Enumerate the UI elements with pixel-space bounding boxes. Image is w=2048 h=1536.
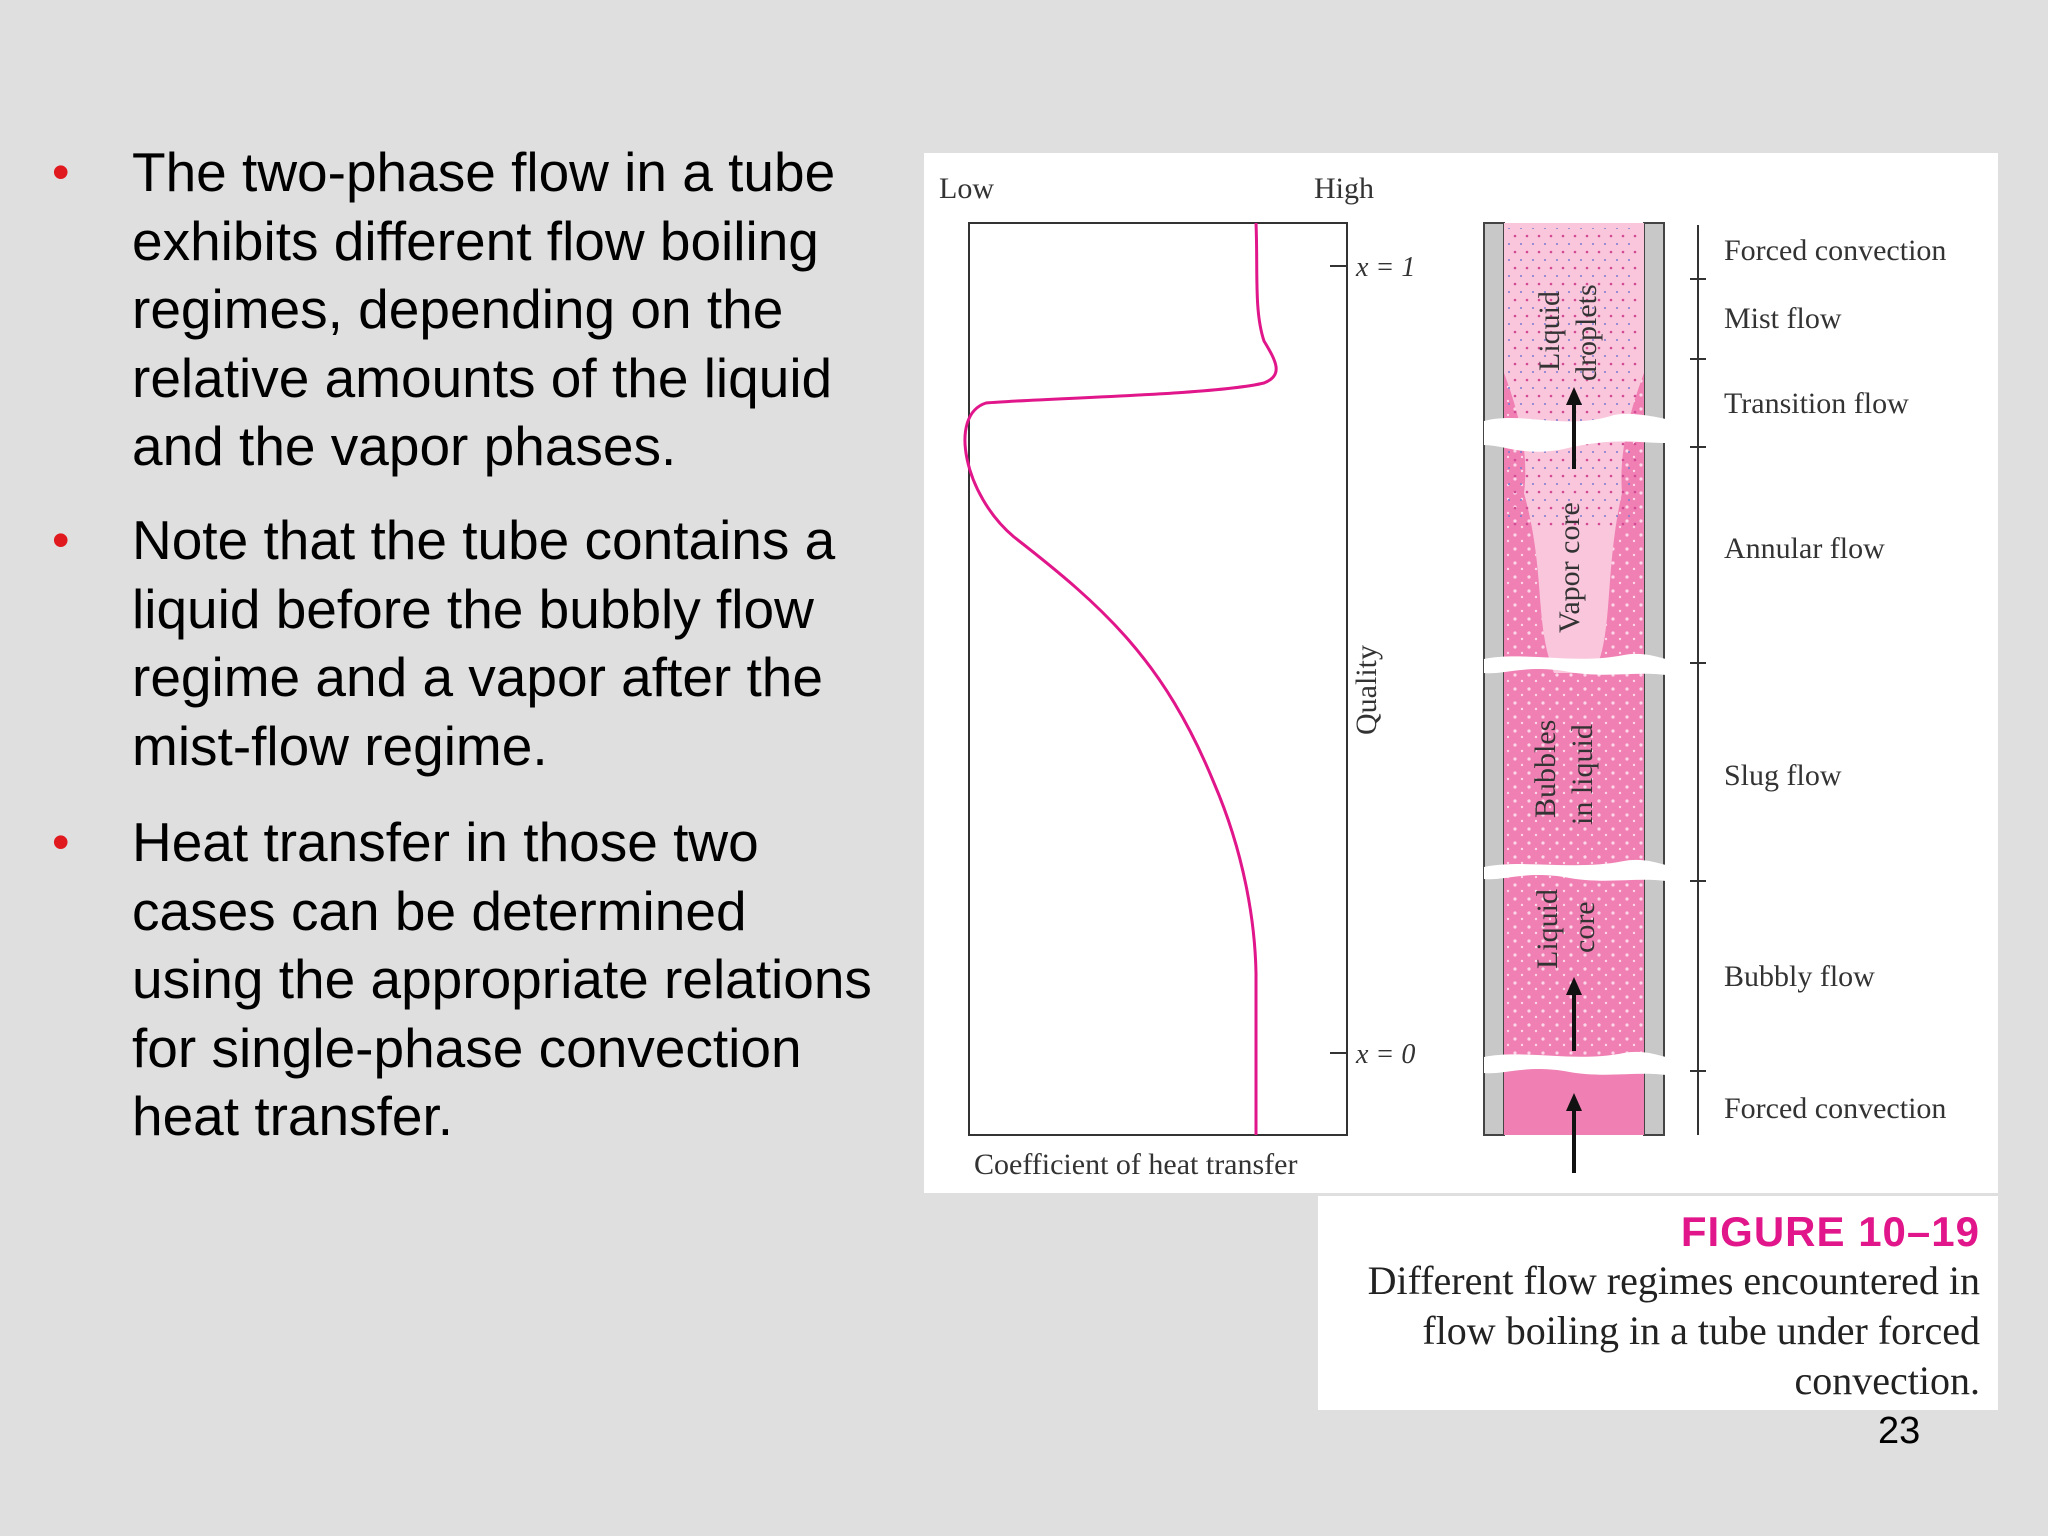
regime-label: Forced convection [1724, 1092, 1947, 1125]
tube-label: droplets [1570, 284, 1603, 381]
bullet-dot-icon: • [52, 814, 70, 870]
regime-label: Annular flow [1724, 532, 1885, 565]
tube-label: core [1568, 901, 1601, 953]
x-axis-label: Coefficient of heat transfer [974, 1148, 1298, 1181]
regime-label: Slug flow [1724, 759, 1842, 792]
bullet-dot-icon: • [52, 512, 70, 568]
bullet-text: The two-phase flow in a tube exhibits different flow boiling regimes, depending on the relative amounts of the liquid and the vapor phases. [132, 141, 836, 477]
tube-label: Vapor core [1553, 502, 1586, 633]
tube-diagram [1484, 223, 1666, 1173]
quality-label: Quality [1350, 645, 1383, 735]
bullet-text: Note that the tube contains a liquid before the bubbly flow regime and a vapor after the mist-flow regime. [132, 509, 836, 777]
tube-label: Liquid [1533, 291, 1566, 371]
regime-label: Forced convection [1724, 234, 1947, 267]
axis-high-label: High [1314, 172, 1374, 205]
flow-regimes-figure [924, 153, 1998, 1193]
bullet-text: Heat transfer in those two cases can be determined using the appropriate relations for single-phase convection heat transfer. [132, 811, 872, 1147]
bullet-list [0, 0, 900, 1200]
tube-wall-left [1484, 223, 1504, 1135]
regime-label: Bubbly flow [1724, 960, 1875, 993]
regime-label: Transition flow [1724, 387, 1909, 420]
regime-label: Mist flow [1724, 302, 1842, 335]
figure-caption [1318, 1196, 1998, 1410]
x1-label: x = 1 [1356, 252, 1416, 283]
bullet-dot-icon: • [52, 144, 70, 200]
tube-label: Bubbles [1529, 719, 1562, 818]
tube-wall-right [1644, 223, 1664, 1135]
caption-title: FIGURE 10–19 [1680, 1208, 1980, 1255]
caption-text: Different flow regimes encountered in flow boiling in a tube under forced convection. [1367, 1258, 1980, 1403]
tube-label: in liquid [1566, 724, 1599, 825]
x0-label: x = 0 [1356, 1039, 1416, 1070]
axis-low-label: Low [939, 172, 994, 205]
tube-label: Liquid [1531, 889, 1564, 969]
slide-number: 23 [1878, 1410, 1921, 1452]
